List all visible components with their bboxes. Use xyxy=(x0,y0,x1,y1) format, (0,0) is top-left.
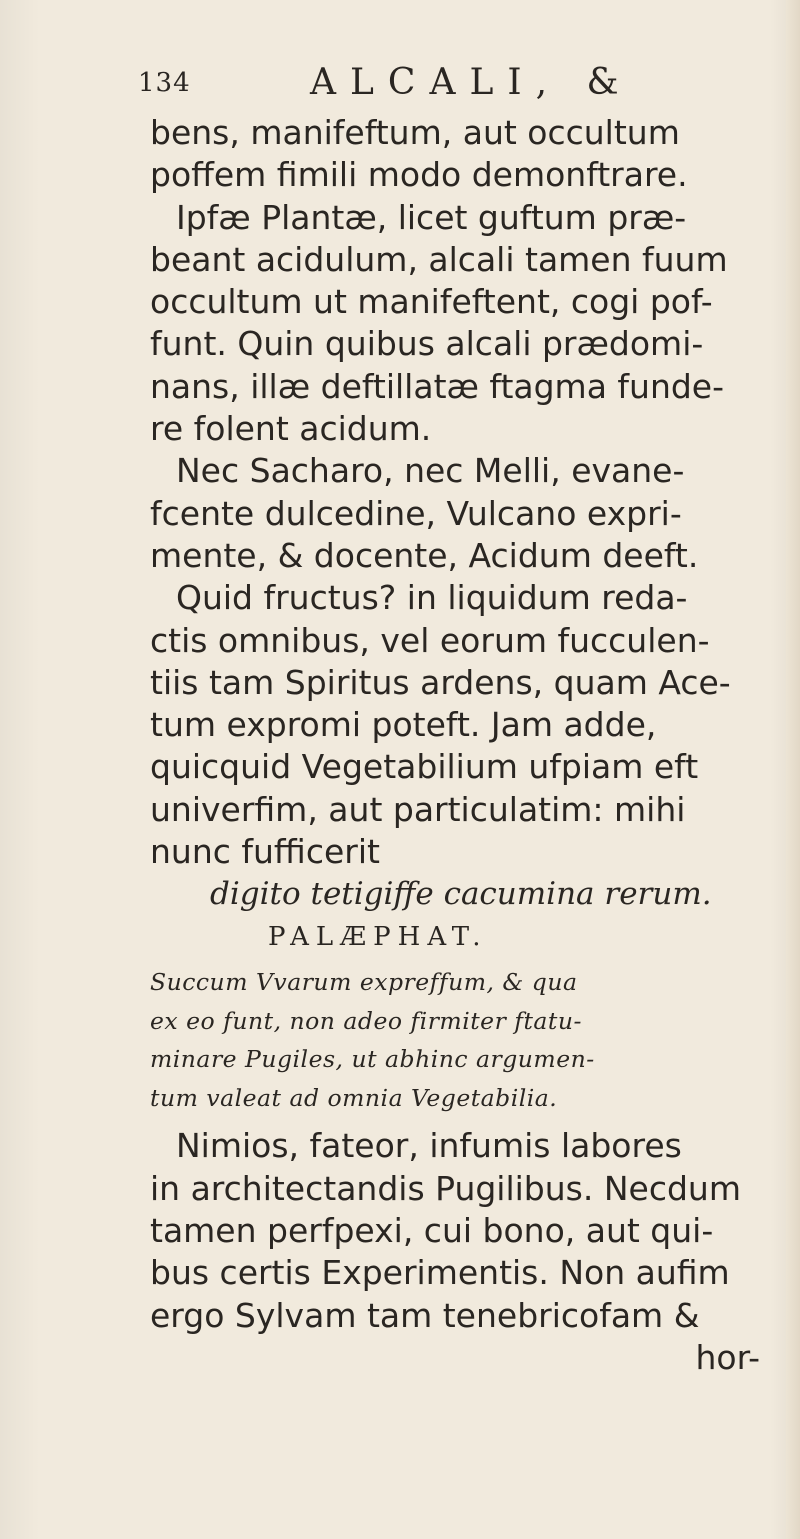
note-line: Succum Vvarum expreffum, & qua xyxy=(150,968,578,997)
text-line: nans, illæ deftillatæ ftagma funde- xyxy=(150,366,725,406)
verse-quotation: digito tetigiffe cacumina rerum. xyxy=(210,876,712,913)
page-header xyxy=(138,62,678,112)
text-line: bens, manifeftum, aut occultum xyxy=(150,113,680,152)
text-line: quicquid Vegetabilium ufpiam eft xyxy=(150,747,699,787)
text-line: poffem fimili modo demonftrare. xyxy=(150,155,688,195)
running-title: ALCALI, & xyxy=(310,62,633,103)
quotation-attribution: PALÆPHAT. xyxy=(268,922,488,953)
text-line: Quid fructus? in liquidum reda- xyxy=(176,578,688,618)
text-line: in architectandis Pugilibus. Necdum xyxy=(150,1168,741,1208)
text-line: Nec Sacharo, nec Melli, evane- xyxy=(176,451,685,491)
text-line: fcente dulcedine, Vulcano expri- xyxy=(150,493,682,533)
text-line: funt. Quin quibus alcali prædomi- xyxy=(150,324,704,364)
body-text xyxy=(150,112,790,1379)
text-line: ctis omnibus, vel eorum fucculen- xyxy=(150,620,710,660)
text-line: ergo Sylvam tam tenebricofam & xyxy=(150,1295,700,1335)
note-line: minare Pugiles, ut abhinc argumen- xyxy=(150,1045,595,1074)
text-line: Nimios, fateor, infumis labores xyxy=(176,1126,682,1166)
text-line: mente, & docente, Acidum deeft. xyxy=(150,535,699,575)
text-line: univerfim, aut particulatim: mihi xyxy=(150,789,686,829)
text-line: nunc fufficerit xyxy=(150,832,380,872)
text-line: tiis tam Spiritus ardens, quam Ace- xyxy=(150,662,731,702)
text-line: Ipfæ Plantæ, licet guftum præ- xyxy=(176,197,687,237)
note-line: ex eo funt, non adeo firmiter ftatu- xyxy=(150,1006,582,1035)
text-line: tamen perfpexi, cui bono, aut qui- xyxy=(150,1210,714,1250)
page-number: 134 xyxy=(138,68,191,98)
catchword: hor- xyxy=(695,1337,760,1377)
note-line: tum valeat ad omnia Vegetabilia. xyxy=(150,1083,558,1112)
text-line: tum expromi poteft. Jam adde, xyxy=(150,705,657,745)
text-line: re folent acidum. xyxy=(150,409,432,449)
text-line: occultum ut manifeftent, cogi pof- xyxy=(150,282,713,322)
text-line: bus certis Experimentis. Non aufim xyxy=(150,1253,730,1293)
text-line: beant acidulum, alcali tamen fuum xyxy=(150,239,728,279)
